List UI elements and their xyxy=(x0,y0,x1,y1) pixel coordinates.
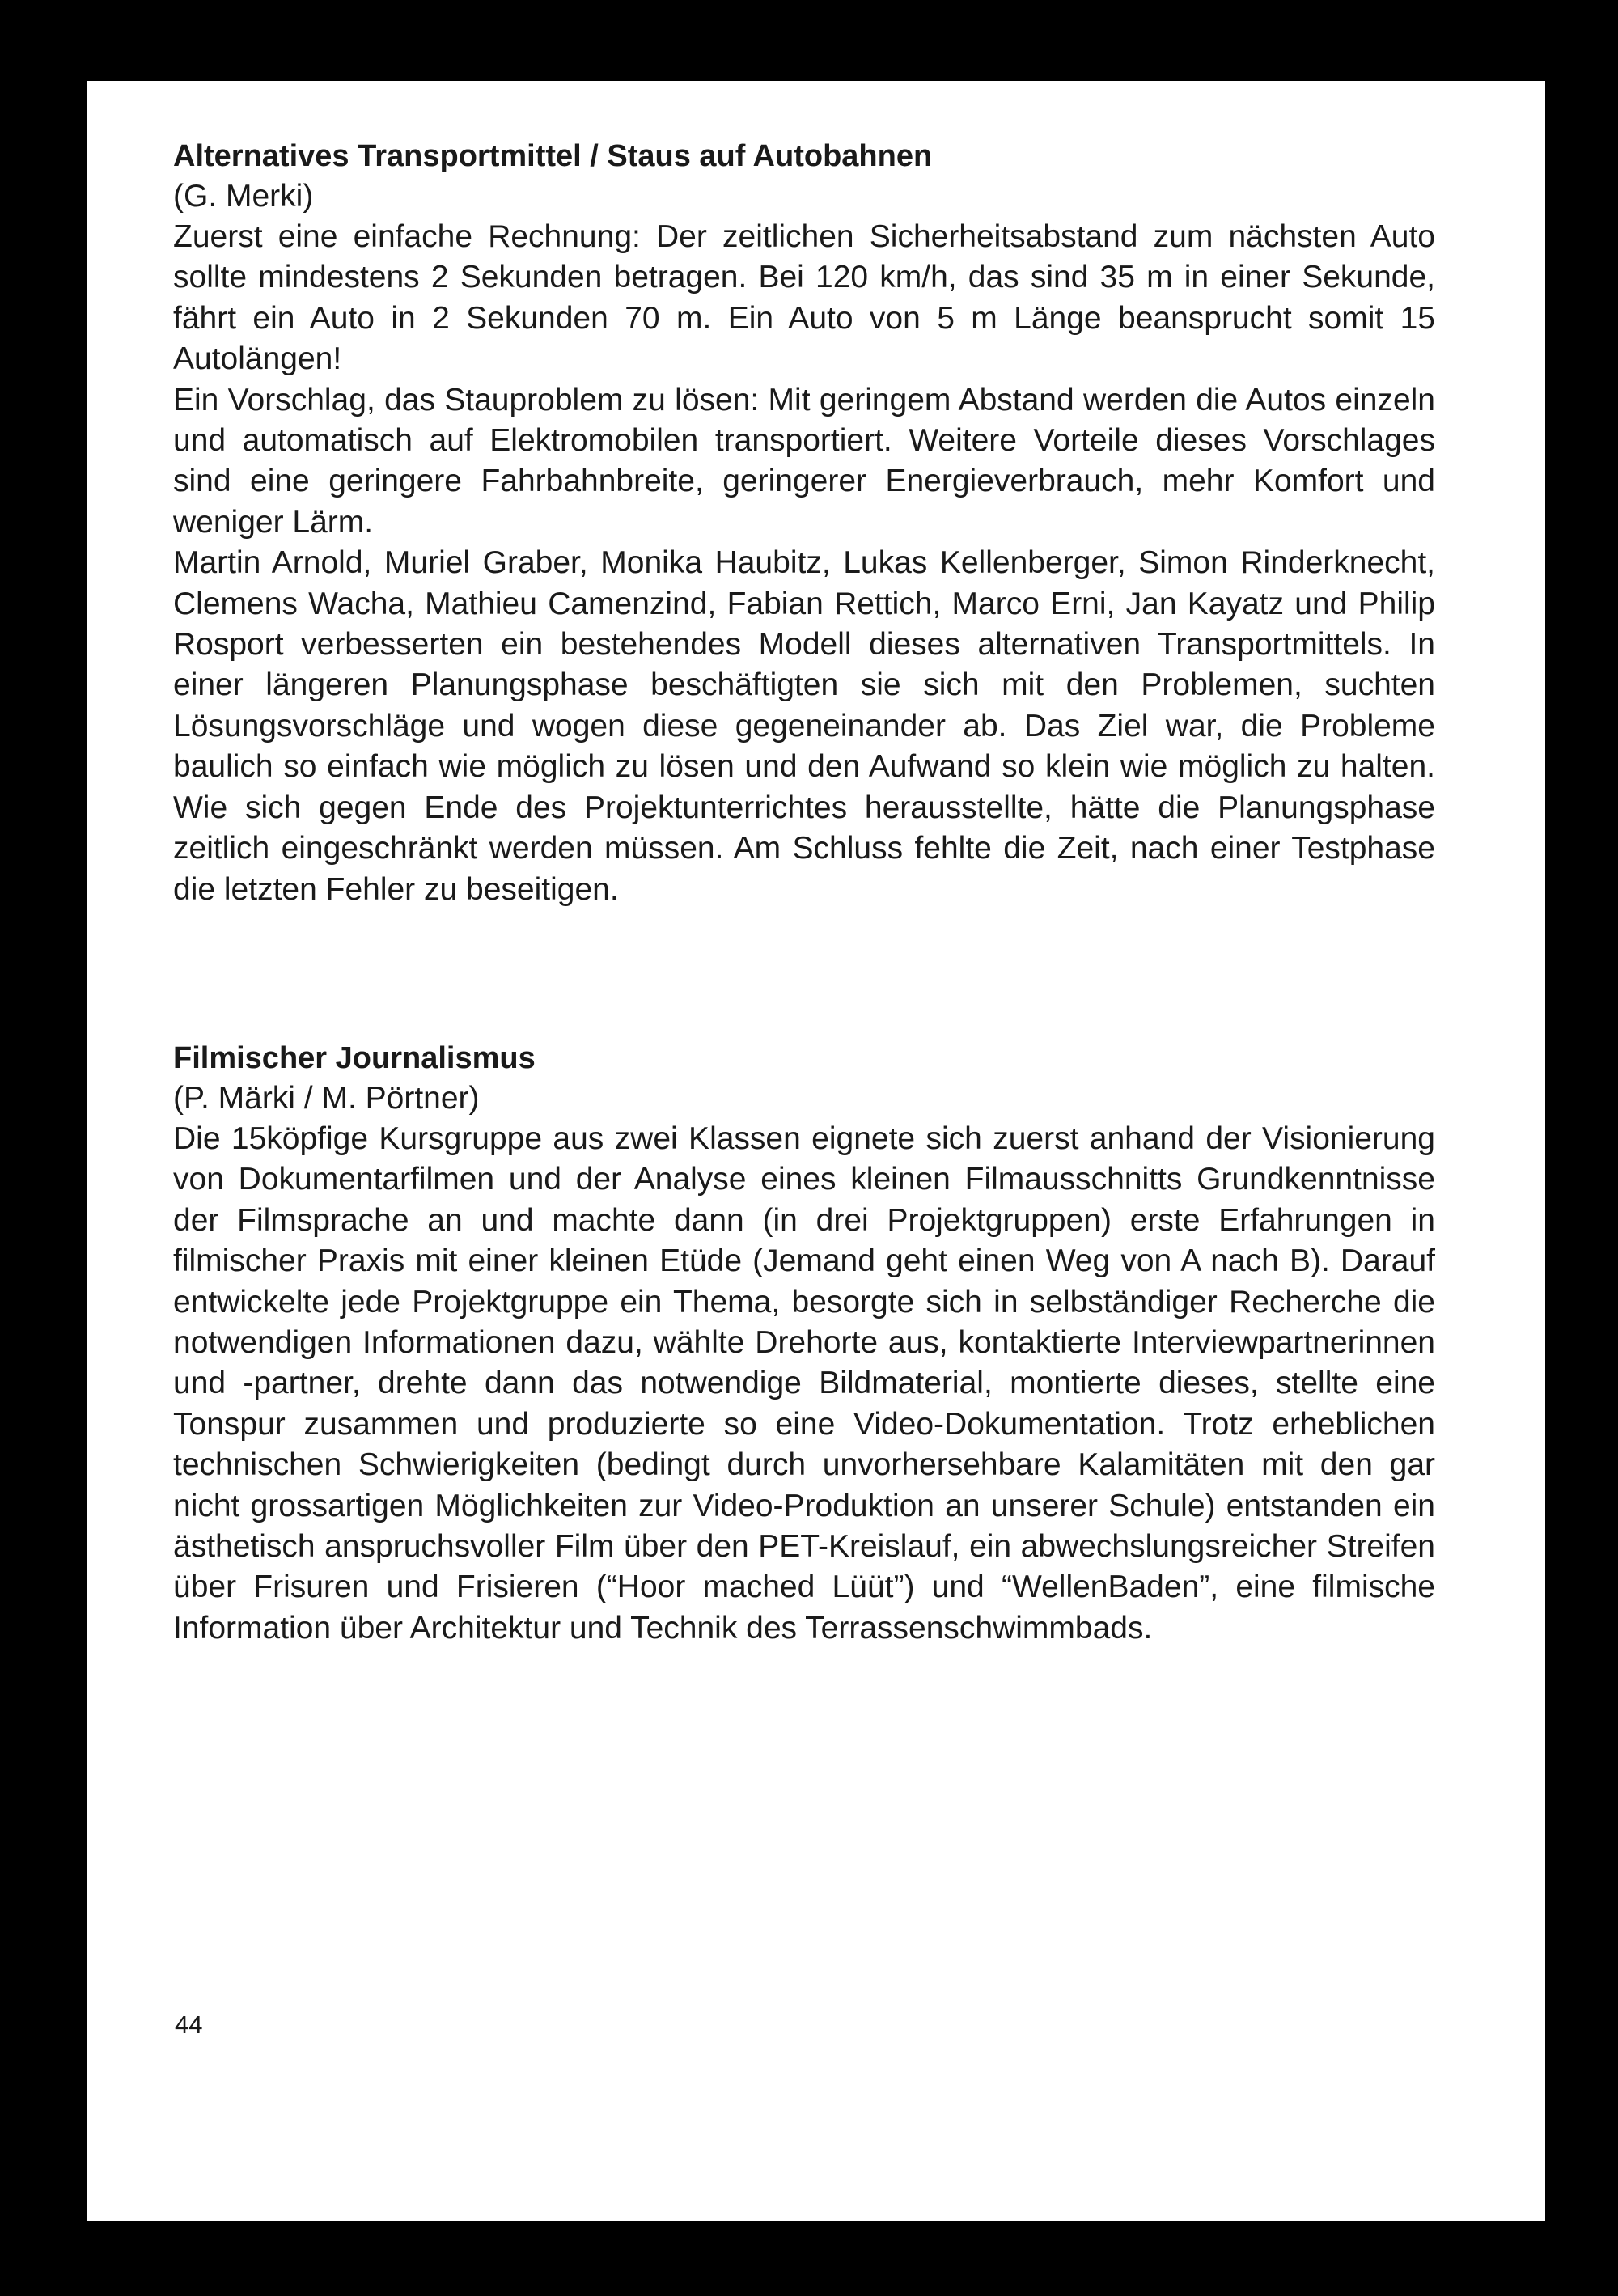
paragraph: Die 15köpfige Kursgruppe aus zwei Klassen eignete sich zuerst anhand der Visionierung von Dokumentarfilmen und der Analyse eines kleinen Filmausschnitts Grundkenntnisse der Filmsprache an und machte dann (in drei Projektgruppen) erste Erfahrungen in filmischer Praxis mit einer kleinen Etüde (Jemand geht einen Weg von A nach B). Darauf entwickelte jede Projektgruppe ein Thema, besorgte sich in selbständiger Recherche die notwendigen Informationen dazu, wählte Drehorte aus, kontaktierte Interviewpartnerinnen und -partner, drehte dann das notwendige Bildmaterial, montierte dieses, stellte eine Tonspur zusammen und produzierte so eine Video-Dokumentation. Trotz erheblichen technischen Schwierigkeiten (bedingt durch unvorhersehbare Kalamitäten mit den gar nicht grossartigen Möglichkeiten zur Video-Produktion an unserer Schule) entstanden ein ästhetisch anspruchsvoller Film über den PET-Kreislauf, ein abwechslungsreicher Streifen über Frisuren und Frisieren (“Hoor mached Lüüt”) und “WellenBaden”, eine filmische Information über Architektur und Technik des Terrassenschwimmbads. xyxy=(173,1120,1435,1646)
page-number: 44 xyxy=(175,2010,203,2039)
section-body xyxy=(173,217,1435,910)
section-journalismus xyxy=(173,1038,1435,1649)
section-author: (G. Merki) xyxy=(173,179,314,214)
section-heading: Filmischer Journalismus xyxy=(173,1040,536,1075)
paragraph: Zuerst eine einfache Rechnung: Der zeitlichen Sicherheitsabstand zum nächsten Auto sollte mindestens 2 Sekunden betragen. Bei 120 km/h, das sind 35 m in einer Sekunde, fährt ein Auto in 2 Sekunden 70 m. Ein Auto von 5 m Länge beansprucht somit 15 Autolängen! xyxy=(173,219,1435,377)
section-body xyxy=(173,1119,1435,1649)
section-transportmittel xyxy=(173,136,1435,910)
section-heading: Alternatives Transportmittel / Staus auf Autobahnen xyxy=(173,139,933,173)
section-author: (P. Märki / M. Pörtner) xyxy=(173,1080,480,1116)
paragraph: Martin Arnold, Muriel Graber, Monika Haubitz, Lukas Kellenberger, Simon Rinderknecht, Clemens Wacha, Mathieu Camenzind, Fabian Rettich, Marco Erni, Jan Kayatz und Philip Rosport verbesserten ein bestehendes Modell dieses alternativen Transportmittels. In einer längeren Planungsphase beschäftigten sie sich mit den Problemen, suchten Lösungsvorschläge und wogen diese gegeneinander ab. Das Ziel war, die Probleme baulich so einfach wie möglich zu lösen und den Aufwand so klein wie möglich zu halten. Wie sich gegen Ende des Projektunterrichtes herausstellte, hätte die Planungsphase zeitlich eingeschränkt werden müssen. Am Schluss fehlte die Zeit, nach einer Testphase die letzten Fehler zu beseitigen. xyxy=(173,545,1435,907)
paragraph: Ein Vorschlag, das Stauproblem zu lösen: Mit geringem Abstand werden die Autos einzeln und automatisch auf Elektromobilen transportiert. Weitere Vorteile dieses Vorschlages sind eine geringere Fahrbahnbreite, geringerer Energieverbrauch, mehr Komfort und weniger Lärm. xyxy=(173,382,1435,540)
page-content xyxy=(173,136,1435,1649)
